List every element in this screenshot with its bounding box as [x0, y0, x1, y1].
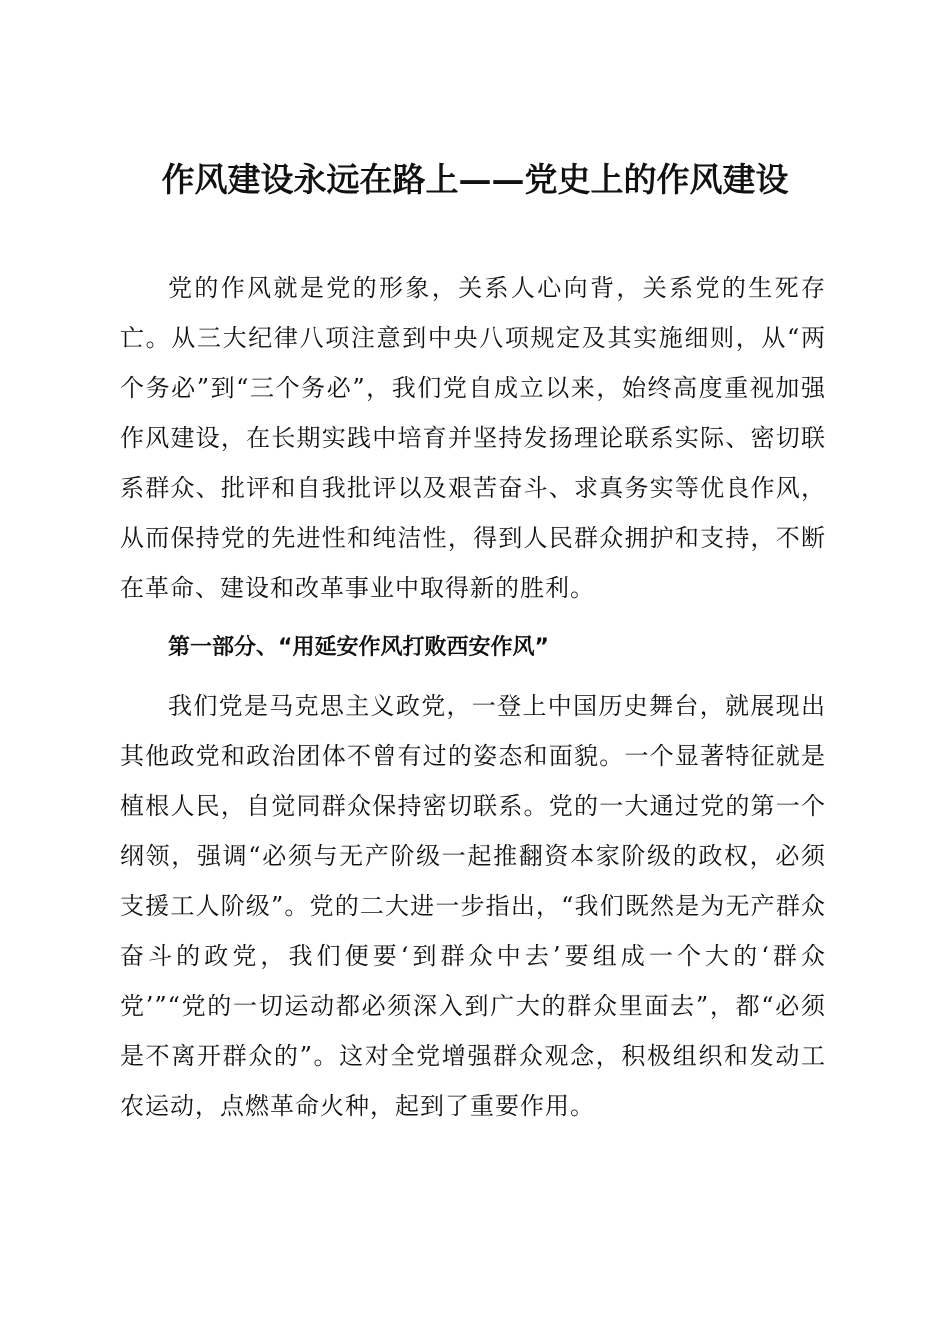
section-paragraph: 我们党是马克思主义政党，一登上中国历史舞台，就展现出其他政党和政治团体不曾有过的姿态和面貌。一个显著特征就是植根人民，自觉同群众保持密切联系。党的一大通过党的第一个纲领，强调“必须与无产阶级一起推翻资本家阶级的政权，必须支援工人阶级”。党的二大进一步指出，“我们既然是为无产群众奋斗的政党，我们便要‘到群众中去’要组成一个大的‘群众党’”“党的一切运动都必须深入到广大的群众里面去”，都“必须是不离开群众的”。这对全党增强群众观念，积极组织和发动工农运动，点燃革命火种，起到了重要作用。 [120, 692, 826, 1120]
intro-paragraph: 党的作风就是党的形象，关系人心向背，关系党的生死存亡。从三大纪律八项注意到中央八项规定及其实施细则，从“两个务必”到“三个务必”，我们党自成立以来，始终高度重视加强作风建设，在长期实践中培育并坚持发扬理论联系实际、密切联系群众、批评和自我批评以及艰苦奋斗、求真务实等优良作风，从而保持党的先进性和纯洁性，得到人民群众拥护和支持，不断在革命、建设和改革事业中取得新的胜利。 [120, 274, 826, 602]
document-title: 作风建设永远在路上——党史上的作风建设 [161, 160, 789, 199]
section-heading: 第一部分、“用延安作风打败西安作风” [168, 635, 549, 660]
